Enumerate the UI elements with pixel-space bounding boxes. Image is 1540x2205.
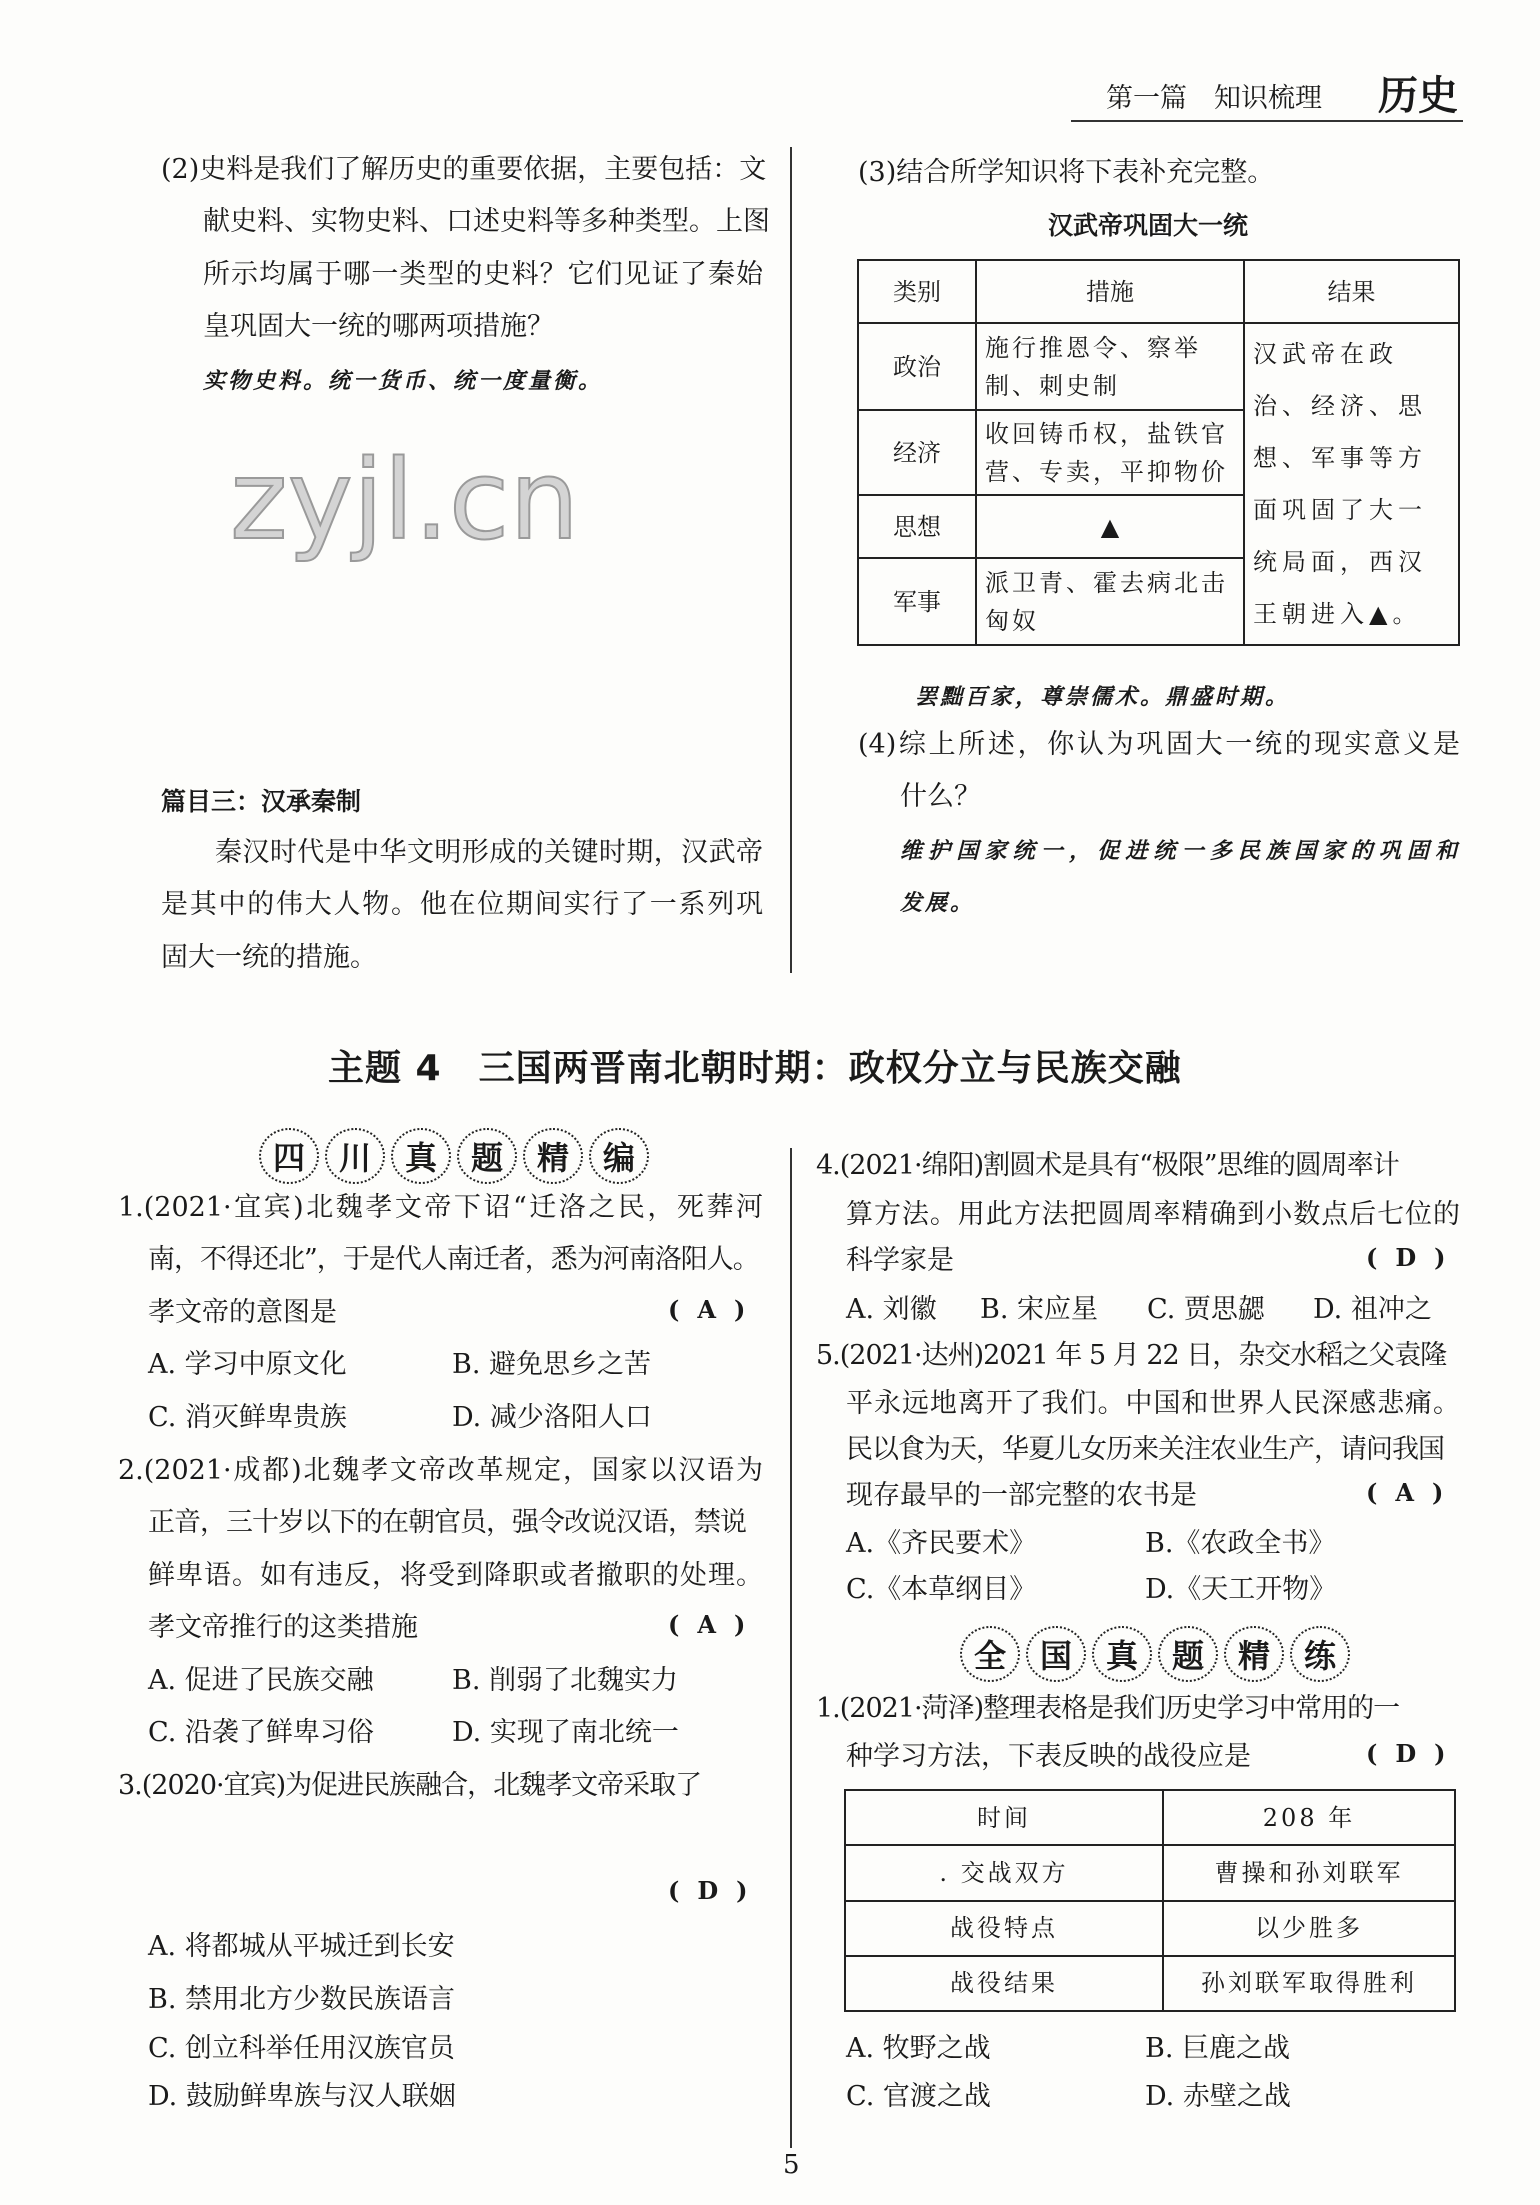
option: A. 刘徽 [846, 1294, 937, 1325]
table-header: 类别 [858, 260, 976, 323]
badge-char: 川 [325, 1128, 385, 1184]
answer-letter: D [1395, 1739, 1435, 1768]
badge-char: 题 [457, 1128, 517, 1184]
option: B. 禁用北方少数民族语言 [148, 1984, 456, 2015]
answer-letter: A [697, 1295, 734, 1324]
option: A. 促进了民族交融 [148, 1665, 374, 1696]
q2-answer: 实物史料。统一货币、统一度量衡。 [203, 369, 604, 394]
question-line: 南，不得还北”，于是代人南迁者，悉为河南洛阳人。 [148, 1244, 759, 1275]
table-header: 结果 [1244, 260, 1459, 323]
answer-bracket: (D) [1366, 1243, 1464, 1272]
badge-char: 国 [1026, 1626, 1086, 1682]
battle-table-label: 战役结果 [845, 1956, 1163, 2011]
answer-bracket: (A) [668, 1610, 764, 1639]
option: B.《农政全书》 [1145, 1528, 1336, 1559]
option: C.《本草纲目》 [846, 1574, 1037, 1605]
q3-prompt: (3)结合所学知识将下表补充完整。 [858, 157, 1275, 188]
table-title: 汉武帝巩固大一统 [1048, 211, 1249, 240]
battle-table-label: 时间 [845, 1790, 1163, 1845]
question-line: 现存最早的一部完整的农书是 [846, 1480, 1197, 1511]
paragraph-line: 固大一统的措施。 [161, 942, 377, 973]
table-header: 措施 [976, 260, 1244, 323]
option: A. 学习中原文化 [148, 1349, 347, 1380]
option: D. 祖冲之 [1313, 1294, 1432, 1325]
q4-line: (4)综上所述，你认为巩固大一统的现实意义是 [858, 729, 1460, 760]
column-divider-top [790, 147, 792, 973]
question-line: 科学家是 [846, 1245, 954, 1276]
answer-bracket: (A) [668, 1295, 764, 1324]
category-cell: 经济 [858, 410, 976, 495]
battle-table-value: 208 年 [1163, 1790, 1455, 1845]
badge-char: 全 [960, 1626, 1020, 1682]
question-line: 4.(2021·绵阳)割圆术是具有“极限”思维的圆周率计 [816, 1150, 1399, 1181]
option: D. 减少洛阳人口 [452, 1402, 652, 1433]
option: D. 鼓励鲜卑族与汉人联姻 [148, 2081, 456, 2112]
option: C. 沿袭了鲜卑习俗 [148, 1717, 374, 1748]
question-line: 1.(2021·宜宾)北魏孝文帝下诏“迁洛之民，死葬河 [118, 1192, 763, 1223]
question-line: 平永远地离开了我们。中国和世界人民深感悲痛。 [846, 1388, 1460, 1419]
badge-char: 真 [391, 1128, 451, 1184]
answer-letter: D [1395, 1243, 1435, 1272]
watermark: zyjl.cn [230, 436, 580, 564]
category-cell: 军事 [858, 558, 976, 645]
question-line: 孝文帝的意图是 [148, 1297, 337, 1328]
question-line: 民以食为天，华夏儿女历来关注农业生产，请问我国 [846, 1434, 1444, 1465]
q2-line: 献史料、实物史料、口述史料等多种类型。上图 [203, 206, 770, 237]
option: C. 官渡之战 [846, 2081, 991, 2112]
q2-line: (2)史料是我们了解历史的重要依据，主要包括：文 [161, 154, 767, 185]
option: A. 将都城从平城迁到长安 [148, 1931, 455, 1962]
badge-char: 真 [1092, 1626, 1152, 1682]
result-cell: 汉武帝在政治、经济、思想、军事等方面巩固了大一统局面，西汉王朝进入▲。 [1244, 323, 1459, 645]
badge-char: 精 [523, 1128, 583, 1184]
han-wudi-table [857, 259, 1460, 646]
question-line: 鲜卑语。如有违反，将受到降职或者撤职的处理。 [148, 1560, 763, 1591]
answer-bracket: (D) [1366, 1739, 1464, 1768]
badge-char: 编 [589, 1128, 649, 1184]
battle-table-value: 曹操和孙刘联军 [1163, 1845, 1455, 1900]
category-cell: 思想 [858, 495, 976, 558]
option: D. 实现了南北统一 [452, 1717, 679, 1748]
question-line: 孝文帝推行的这类措施 [148, 1612, 418, 1643]
section-header: 第一篇 知识梳理 [1106, 83, 1322, 114]
paragraph-line: 秦汉时代是中华文明形成的关键时期，汉武帝 [215, 837, 763, 868]
subject-title: 历史 [1378, 73, 1458, 119]
badge-char: 四 [259, 1128, 319, 1184]
question-line: 1.(2021·菏泽)整理表格是我们历史学习中常用的一 [816, 1693, 1400, 1724]
q4-line: 什么？ [900, 781, 981, 812]
topic-title: 主题 4 三国两晋南北朝时期：政权分立与民族交融 [328, 1048, 1182, 1089]
option: B. 巨鹿之战 [1145, 2033, 1291, 2064]
measure-cell-blank-triangle: ▲ [976, 495, 1244, 558]
measure-cell: 施行推恩令、察举制、刺史制 [976, 323, 1244, 410]
national-section-badge [960, 1626, 1350, 1682]
answer-bracket: (D) [668, 1876, 766, 1905]
badge-char: 练 [1290, 1626, 1350, 1682]
option: B. 削弱了北魏实力 [452, 1665, 679, 1696]
column-divider-bottom [790, 1148, 792, 2148]
option: A.《齐民要术》 [846, 1528, 1037, 1559]
question-line: 2.(2021·成都)北魏孝文帝改革规定，国家以汉语为 [118, 1455, 763, 1486]
q2-line: 所示均属于哪一类型的史料？它们见证了秦始 [203, 259, 763, 290]
q2-line: 皇巩固大一统的哪两项措施？ [203, 311, 554, 342]
page-number: 5 [783, 2150, 800, 2180]
badge-char: 精 [1224, 1626, 1284, 1682]
option: B. 宋应星 [980, 1294, 1099, 1325]
measure-cell: 派卫青、霍去病北击匈奴 [976, 558, 1244, 645]
measure-cell: 收回铸币权，盐铁官营、专卖，平抑物价 [976, 410, 1244, 495]
question-line: 5.(2021·达州)2021 年 5 月 22 日，杂交水稻之父袁隆 [816, 1340, 1447, 1371]
battle-table [844, 1789, 1456, 2012]
question-line: 3.(2020·宜宾)为促进民族融合，北魏孝文帝采取了 [118, 1770, 702, 1801]
option: A. 牧野之战 [846, 2033, 991, 2064]
battle-table-label: . 交战双方 [845, 1845, 1163, 1900]
option: B. 避免思乡之苦 [452, 1349, 652, 1380]
question-line: 种学习方法，下表反映的战役应是 [846, 1741, 1251, 1772]
option: D.《天工开物》 [1145, 1574, 1337, 1605]
battle-table-value: 以少胜多 [1163, 1901, 1455, 1956]
battle-table-value: 孙刘联军取得胜利 [1163, 1956, 1455, 2011]
option: C. 贾思勰 [1147, 1294, 1265, 1325]
category-cell: 政治 [858, 323, 976, 410]
option: D. 赤壁之战 [1145, 2081, 1291, 2112]
answer-bracket: (A) [1366, 1478, 1462, 1507]
q4-answer: 发展。 [900, 891, 976, 916]
option: C. 创立科举任用汉族官员 [148, 2033, 455, 2064]
sichuan-section-badge [259, 1128, 649, 1184]
q4-answer: 维护国家统一，促进统一多民族国家的巩固和 [900, 839, 1460, 864]
question-line: 正音，三十岁以下的在朝官员，强令改说汉语，禁说 [148, 1507, 746, 1538]
q3-answer: 罢黜百家，尊崇儒术。鼎盛时期。 [915, 685, 1291, 710]
answer-letter: D [697, 1876, 737, 1905]
answer-letter: A [1395, 1478, 1432, 1507]
answer-letter: A [697, 1610, 734, 1639]
battle-table-label: 战役特点 [845, 1901, 1163, 1956]
section-title: 篇目三：汉承秦制 [161, 787, 362, 816]
header-rule [1071, 120, 1463, 122]
paragraph-line: 是其中的伟大人物。他在位期间实行了一系列巩 [161, 889, 763, 920]
option: C. 消灭鲜卑贵族 [148, 1402, 347, 1433]
badge-char: 题 [1158, 1626, 1218, 1682]
question-line: 算方法。用此方法把圆周率精确到小数点后七位的 [846, 1199, 1460, 1230]
